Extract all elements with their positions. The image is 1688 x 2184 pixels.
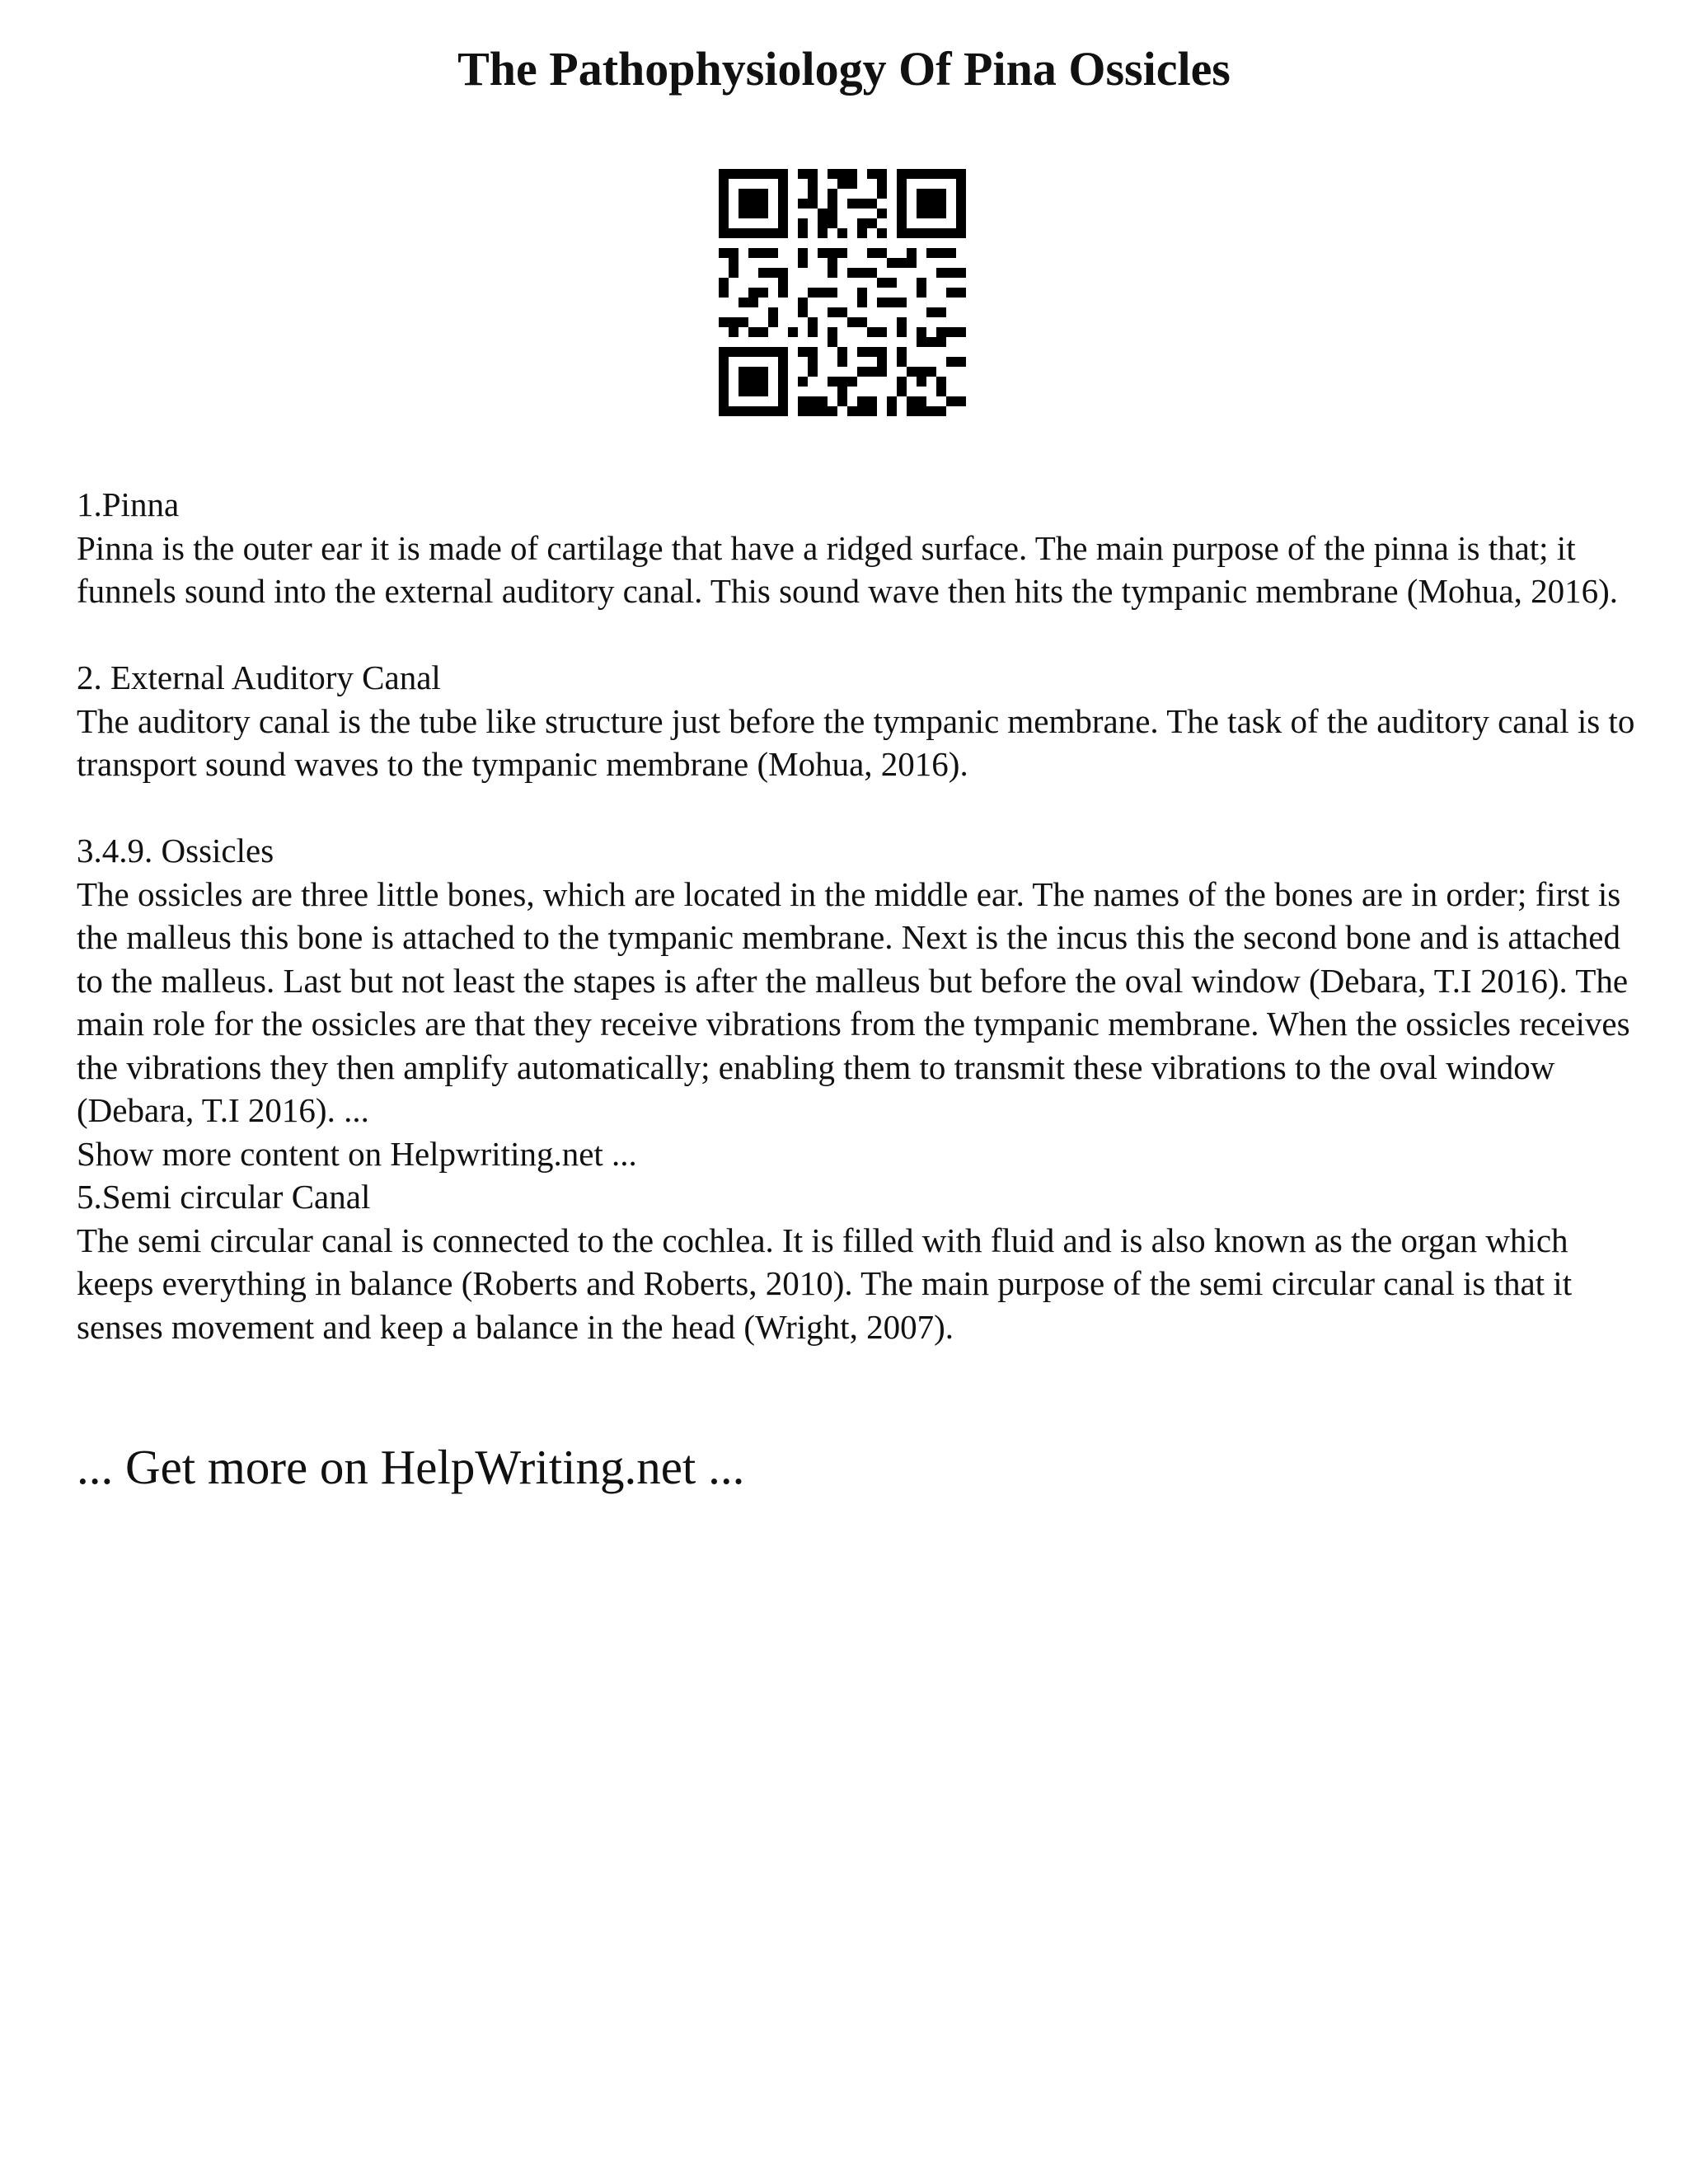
page-title: The Pathophysiology Of Pina Ossicles [457,42,1231,96]
section-heading-ossicles: 3.4.9. Ossicles [77,832,274,869]
section-heading-semi-circular-canal: 5.Semi circular Canal [77,1178,371,1216]
section-body-ossicles: The ossicles are three little bones, which are located in the middle ear. The names of the bones are in order; first is the malleus this bone is attached to the tympanic membrane. Next is the incus this the second bone and is attached to the malleus. Last but not least the stapes is after the malleus but before the oval window (Debara, T.I 2016). The main role for the ossicles are that they receive vibrations from the tympanic membrane. When the ossicles receives the vibrations they then amplify automatically; enabling them to transmit these vibrations to the oval window (Debara, T.I 2016). ... [77,874,1630,1129]
section-body-semi-circular-canal: The semi circular canal is connected to the cochlea. It is filled with fluid and is also known as the organ which keeps everything in balance (Roberts and Roberts, 2010). The main purpose of the semi circular canal is that it senses movement and keep a balance in the head (Wright, 2007). [77,1221,1573,1346]
get-more-link[interactable]: ... Get more on HelpWriting.net ... [77,1440,745,1494]
section-gap [77,613,1643,657]
qr-code-icon [719,169,966,416]
section-body-pinna: Pinna is the outer ear it is made of cartilage that have a ridged surface. The main purpose of the pinna is that; it funnels sound into the external auditory canal. This sound wave then hits the tympanic membrane (Mohua, 2016). [77,528,1619,610]
article-body [77,483,1643,1348]
section-gap [77,786,1643,830]
section-body-external-auditory-canal: The auditory canal is the tube like structure just before the tympanic membrane. The task of the auditory canal is to transport sound waves to the tympanic membrane (Mohua, 2016). [77,701,1635,783]
show-more-link[interactable]: Show more content on Helpwriting.net ... [77,1134,637,1173]
section-heading-pinna: 1.Pinna [77,485,180,523]
section-heading-external-auditory-canal: 2. External Auditory Canal [77,658,441,696]
